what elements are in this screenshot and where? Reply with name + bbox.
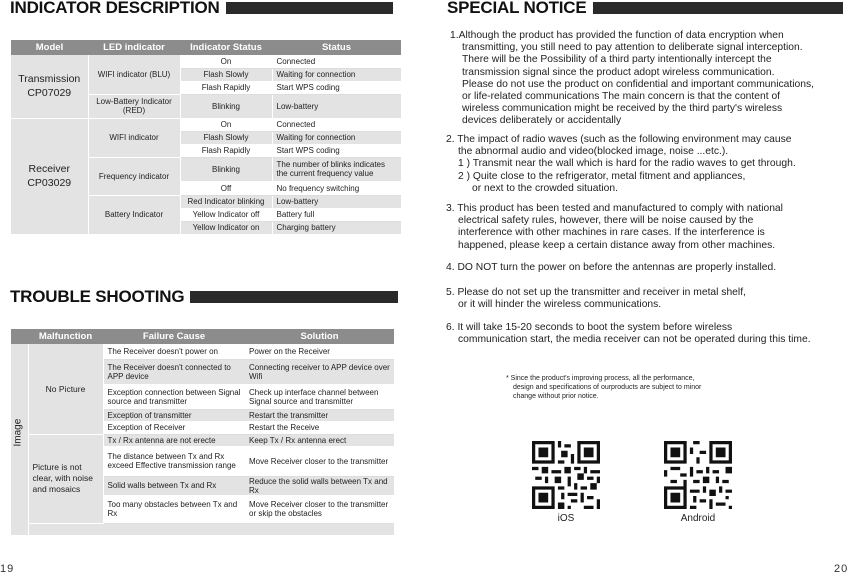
table-cell: Flash Slowly	[180, 131, 272, 144]
qr-code-android-icon	[664, 441, 732, 509]
table-cell: Yellow Indicator on	[180, 221, 272, 234]
table-cell: No frequency switching	[272, 181, 401, 195]
table-cell: Move Receiver closer to the transmitter or skip the obstacles	[245, 495, 394, 523]
indicator-table-header	[11, 40, 401, 55]
table-cell: Flash Slowly	[180, 68, 272, 81]
table-cell: Flash Rapidly	[180, 144, 272, 157]
table-cell: Connected	[272, 55, 401, 68]
table-cell	[245, 523, 394, 535]
table-cell: Restart the Receive	[245, 421, 394, 434]
notice-5: 5. Please do not set up the transmitter and receiver in metal shelf, or it will hinder the wireless communications.	[446, 287, 746, 311]
trouble-table	[11, 329, 394, 536]
special-notice-heading: SPECIAL NOTICE	[447, 0, 843, 18]
col-solution: Solution	[245, 329, 394, 344]
table-cell: Connected	[272, 118, 401, 131]
table-cell: Solid walls between Tx and Rx	[103, 476, 245, 495]
table-cell: Move Receiver closer to the transmitter	[245, 446, 394, 476]
table-cell: The Receiver doesn't power on	[103, 344, 245, 359]
table-cell: Too many obstacles between Tx and Rx	[103, 495, 245, 523]
table-cell: On	[180, 55, 272, 68]
col-led: LED indicator	[88, 40, 180, 55]
model-transmission: Transmission CP07029	[11, 55, 88, 118]
table-cell: Start WPS coding	[272, 144, 401, 157]
table-cell	[103, 523, 245, 535]
notice-1: 1.Although the product has provided the function of data encryption when transmitting, you still need to pay attention to deliberate signal interception. There will be the Possibility of a third party intentionally intercept the transmission signal since the product adopt wireless communication. Please do not use the product on confidential and important communications, or life-related communications The main concern is that the content of wireless communication might be received by the third party's wireless devices deliberately or accidentally	[450, 30, 815, 127]
led-battery: Battery Indicator	[88, 195, 180, 234]
notice-3: 3. This product has been tested and manufactured to comply with national electrical safety rules, however, there will be noise caused by the interference with other machines in rare cases. If the interference is happened, please keep a certain distance away from other machines.	[446, 203, 783, 251]
table-cell: Connecting receiver to APP device over Wifi	[245, 359, 394, 384]
notice-2: 2. The impact of radio waves (such as the following environment may cause the abnormal audio and video(blocked image, noise ...etc.). 1 ) Transmit near the wall which is hard for the radio waves to get through. 2 ) Quite close to the refrigerator, metal fitment and appliances, or next to the crowded situation.	[446, 134, 796, 194]
trouble-heading: TROUBLE SHOOTING	[10, 287, 398, 307]
col-side	[11, 329, 28, 344]
notice-6: 6. It will take 15-20 seconds to boot the system before wireless communication start, the media receiver can not be operated during this time.	[446, 322, 811, 346]
malfunction-no-picture: No Picture	[28, 344, 103, 434]
table-cell: Blinking	[180, 157, 272, 181]
col-model: Model	[11, 40, 88, 55]
side-label-image: Image	[11, 344, 28, 535]
col-malfunction: Malfunction	[28, 329, 103, 344]
table-cell: Low-battery	[272, 94, 401, 118]
table-row	[11, 344, 394, 359]
table-cell: Start WPS coding	[272, 81, 401, 94]
page-number-left: 19	[0, 563, 15, 575]
table-cell: Exception of transmitter	[103, 409, 245, 421]
table-cell: Power on the Receiver	[245, 344, 394, 359]
table-row	[11, 55, 401, 68]
led-wifi-blu: WIFI indicator (BLU)	[88, 55, 180, 94]
table-cell: Charging battery	[272, 221, 401, 234]
model-receiver: Receiver CP03029	[11, 118, 88, 234]
indicator-table	[11, 40, 401, 235]
led-frequency: Frequency indicator	[88, 157, 180, 195]
table-cell: Waiting for connection	[272, 131, 401, 144]
table-row	[11, 118, 401, 131]
table-cell: Check up interface channel between Signal source and transmitter	[245, 384, 394, 409]
col-failure-cause: Failure Cause	[103, 329, 245, 344]
table-cell: On	[180, 118, 272, 131]
table-cell: Blinking	[180, 94, 272, 118]
table-cell: Restart the transmitter	[245, 409, 394, 421]
col-indicator-status: Indicator Status	[180, 40, 272, 55]
table-row	[11, 434, 394, 446]
qr-label-android: Android	[680, 513, 716, 524]
table-cell: Red Indicator blinking	[180, 195, 272, 208]
table-cell: Waiting for connection	[272, 68, 401, 81]
led-low-battery: Low-Battery Indicator (RED)	[88, 94, 180, 118]
table-row	[11, 523, 394, 535]
page-number-right: 20	[834, 563, 849, 575]
table-cell: The Receiver doesn't connected to APP device	[103, 359, 245, 384]
table-cell: The distance between Tx and Rx exceed Effective transmission range	[103, 446, 245, 476]
qr-label-ios: iOS	[557, 513, 575, 524]
malfunction-not-clear: Picture is not clear, with noise and mosaics	[28, 434, 103, 523]
notice-4: 4. DO NOT turn the power on before the antennas are properly installed.	[446, 262, 777, 273]
led-wifi: WIFI indicator	[88, 118, 180, 157]
footnote: * Since the product's improving process, all the performance, design and specifications of ourproducts are subject to minor change without prior notice.	[506, 375, 702, 400]
table-cell: Keep Tx / Rx antenna erect	[245, 434, 394, 446]
table-cell: Yellow Indicator off	[180, 208, 272, 221]
table-cell	[28, 523, 103, 535]
table-cell: Reduce the solid walls between Tx and Rx	[245, 476, 394, 495]
table-cell: Exception of Receiver	[103, 421, 245, 434]
table-cell: Off	[180, 181, 272, 195]
table-cell: Tx / Rx antenna are not erecte	[103, 434, 245, 446]
qr-code-ios-icon	[532, 441, 600, 509]
col-status: Status	[272, 40, 401, 55]
table-cell: Low-battery	[272, 195, 401, 208]
table-cell: Battery full	[272, 208, 401, 221]
table-cell: The number of blinks indicates the current frequency value	[272, 157, 401, 181]
indicator-heading: INDICATOR DESCRIPTION	[10, 0, 393, 18]
trouble-table-header	[11, 329, 394, 344]
table-cell: Flash Rapidly	[180, 81, 272, 94]
table-cell: Exception connection between Signal source and transmitter	[103, 384, 245, 409]
